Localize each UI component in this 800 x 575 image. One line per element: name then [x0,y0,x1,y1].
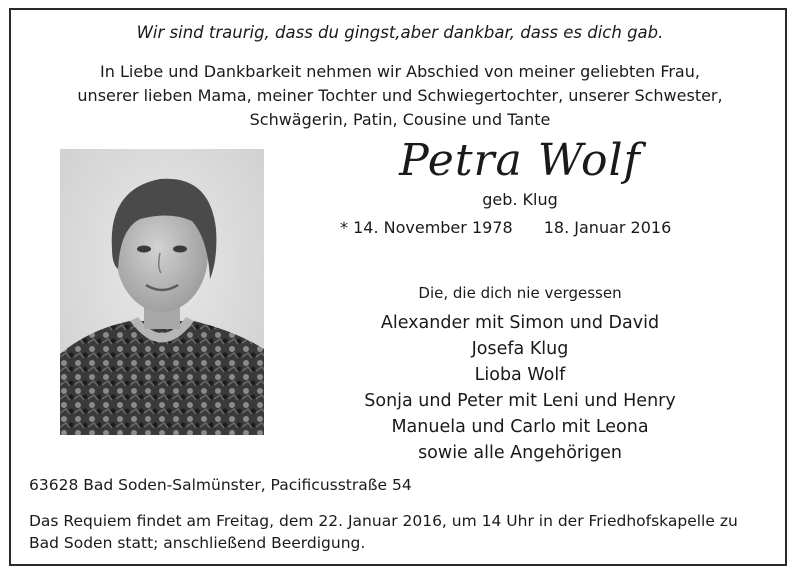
mourner-line: Lioba Wolf [474,365,566,385]
life-dates [340,218,671,237]
service-info [29,510,789,554]
deceased-name: Petra Wolf [399,135,641,186]
remember-line: Die, die dich nie vergessen [418,284,622,302]
birth-date: * 14. November 1978 [340,218,513,237]
mourner-line: Sonja und Peter mit Leni und Henry [364,391,676,411]
intro-line: In Liebe und Dankbarkeit nehmen wir Abschied von meiner geliebten Frau, [100,62,700,81]
intro-line: Schwägerin, Patin, Cousine und Tante [249,110,551,129]
mourner-line: Alexander mit Simon und David [380,313,660,333]
mourner-line: sowie alle Angehörigen [418,443,622,463]
intro-line: unserer lieben Mama, meiner Tochter und Schwiegertochter, unserer Schwester, [77,86,723,105]
death-date: 18. Januar 2016 [543,218,672,237]
service-line: Das Requiem findet am Freitag, dem 22. Januar 2016, um 14 Uhr in der Friedhofskapelle zu [29,512,738,530]
family-address: 63628 Bad Soden-Salmünster, Pacificusstraße 54 [29,476,412,494]
mourner-line: Manuela und Carlo mit Leona [391,417,649,437]
intro-text [40,60,760,132]
birth-name: geb. Klug [482,190,558,209]
mourners-list [330,310,710,466]
portrait-photo [60,149,264,435]
memorial-quote: Wir sind traurig, dass du gingst,aber dankbar, dass es dich gab. [136,23,664,42]
service-line: Bad Soden statt; anschließend Beerdigung. [29,534,366,552]
mourner-line: Josefa Klug [471,339,569,359]
